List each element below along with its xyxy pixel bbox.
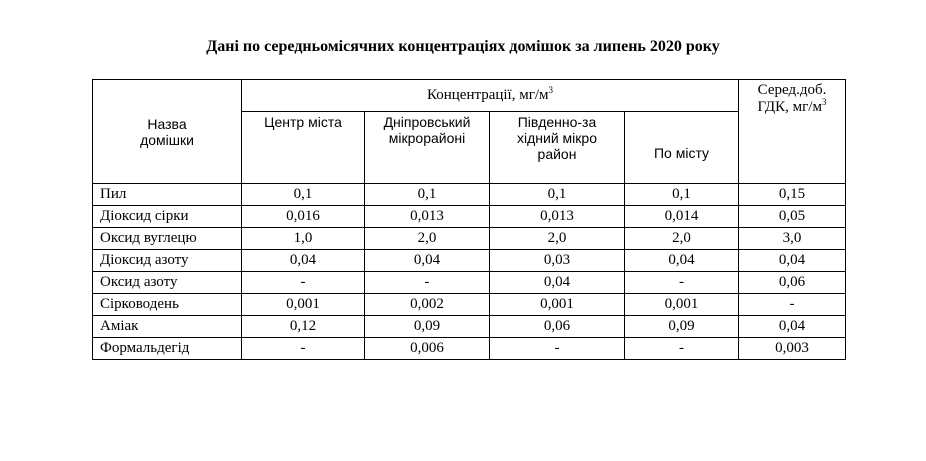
table-row xyxy=(93,250,846,272)
row-name: Сірководень xyxy=(93,294,242,316)
header-sub-center xyxy=(242,112,365,184)
row-value: 0,04 xyxy=(739,250,846,272)
header-gdk-line1: Серед.доб. xyxy=(757,82,827,98)
table-row xyxy=(93,228,846,250)
row-value: 0,001 xyxy=(625,294,739,316)
table-body xyxy=(93,184,846,360)
header-concentrations xyxy=(242,80,739,112)
row-value: 2,0 xyxy=(490,228,625,250)
row-value: 1,0 xyxy=(242,228,365,250)
row-name: Діоксид сірки xyxy=(93,206,242,228)
row-value: - xyxy=(625,272,739,294)
row-value: 2,0 xyxy=(625,228,739,250)
header-concentrations-label: Концентрації, мг/м xyxy=(426,87,549,103)
row-value: - xyxy=(739,294,846,316)
header-concentrations-sup: 3 xyxy=(548,85,554,95)
header-sub-dnipro xyxy=(365,112,490,184)
row-value: 0,002 xyxy=(365,294,490,316)
header-gdk-line2-wrap xyxy=(739,99,845,116)
header-sub-dnipro-label: Дніпровський мікрорайоні xyxy=(383,114,471,146)
row-value: 0,04 xyxy=(625,250,739,272)
row-value: 0,1 xyxy=(365,184,490,206)
row-value: 0,001 xyxy=(242,294,365,316)
row-value: 0,013 xyxy=(365,206,490,228)
row-value: 0,04 xyxy=(242,250,365,272)
row-value: 2,0 xyxy=(365,228,490,250)
row-value: 0,001 xyxy=(490,294,625,316)
row-name: Діоксид азоту xyxy=(93,250,242,272)
row-value: - xyxy=(242,272,365,294)
row-value: 0,09 xyxy=(365,316,490,338)
row-value: 0,15 xyxy=(739,184,846,206)
row-value: 0,016 xyxy=(242,206,365,228)
header-name-label: Назва домішки xyxy=(140,115,194,148)
row-value: - xyxy=(242,338,365,360)
row-value: 0,014 xyxy=(625,206,739,228)
row-value: 0,013 xyxy=(490,206,625,228)
header-sub-southwest-label: Південно-західний мікрорайон xyxy=(517,114,597,162)
row-name: Аміак xyxy=(93,316,242,338)
row-value: 0,06 xyxy=(490,316,625,338)
row-value: 0,04 xyxy=(490,272,625,294)
header-name xyxy=(93,80,242,184)
row-value: 0,006 xyxy=(365,338,490,360)
header-sub-city xyxy=(625,112,739,184)
table-row xyxy=(93,294,846,316)
row-value: 0,03 xyxy=(490,250,625,272)
row-value: 0,06 xyxy=(739,272,846,294)
row-value: - xyxy=(490,338,625,360)
row-value: 0,12 xyxy=(242,316,365,338)
document-title: Дані по середньомісячних концентраціях домішок за липень 2020 року xyxy=(206,38,720,55)
table-row xyxy=(93,272,846,294)
row-name: Оксид азоту xyxy=(93,272,242,294)
row-value: 0,04 xyxy=(739,316,846,338)
row-value: 0,1 xyxy=(625,184,739,206)
concentration-table xyxy=(92,79,846,360)
row-value: 0,003 xyxy=(739,338,846,360)
row-name: Формальдегід xyxy=(93,338,242,360)
row-value: 0,05 xyxy=(739,206,846,228)
row-name: Пил xyxy=(93,184,242,206)
header-sub-southwest xyxy=(490,112,625,184)
header-sub-center-label: Центр міста xyxy=(264,114,342,130)
row-value: 3,0 xyxy=(739,228,846,250)
row-value: 0,1 xyxy=(242,184,365,206)
row-value: 0,09 xyxy=(625,316,739,338)
row-value: 0,1 xyxy=(490,184,625,206)
row-value: 0,04 xyxy=(365,250,490,272)
header-gdk-line2: ГДК, мг/м xyxy=(757,99,822,115)
table-row xyxy=(93,206,846,228)
table-row xyxy=(93,316,846,338)
row-value: - xyxy=(625,338,739,360)
header-gdk xyxy=(739,80,846,184)
table-row xyxy=(93,338,846,360)
row-value: - xyxy=(365,272,490,294)
table-row xyxy=(93,184,846,206)
row-name: Оксид вуглецю xyxy=(93,228,242,250)
header-gdk-sup: 3 xyxy=(821,97,827,107)
header-sub-city-label: По місту xyxy=(653,144,710,161)
